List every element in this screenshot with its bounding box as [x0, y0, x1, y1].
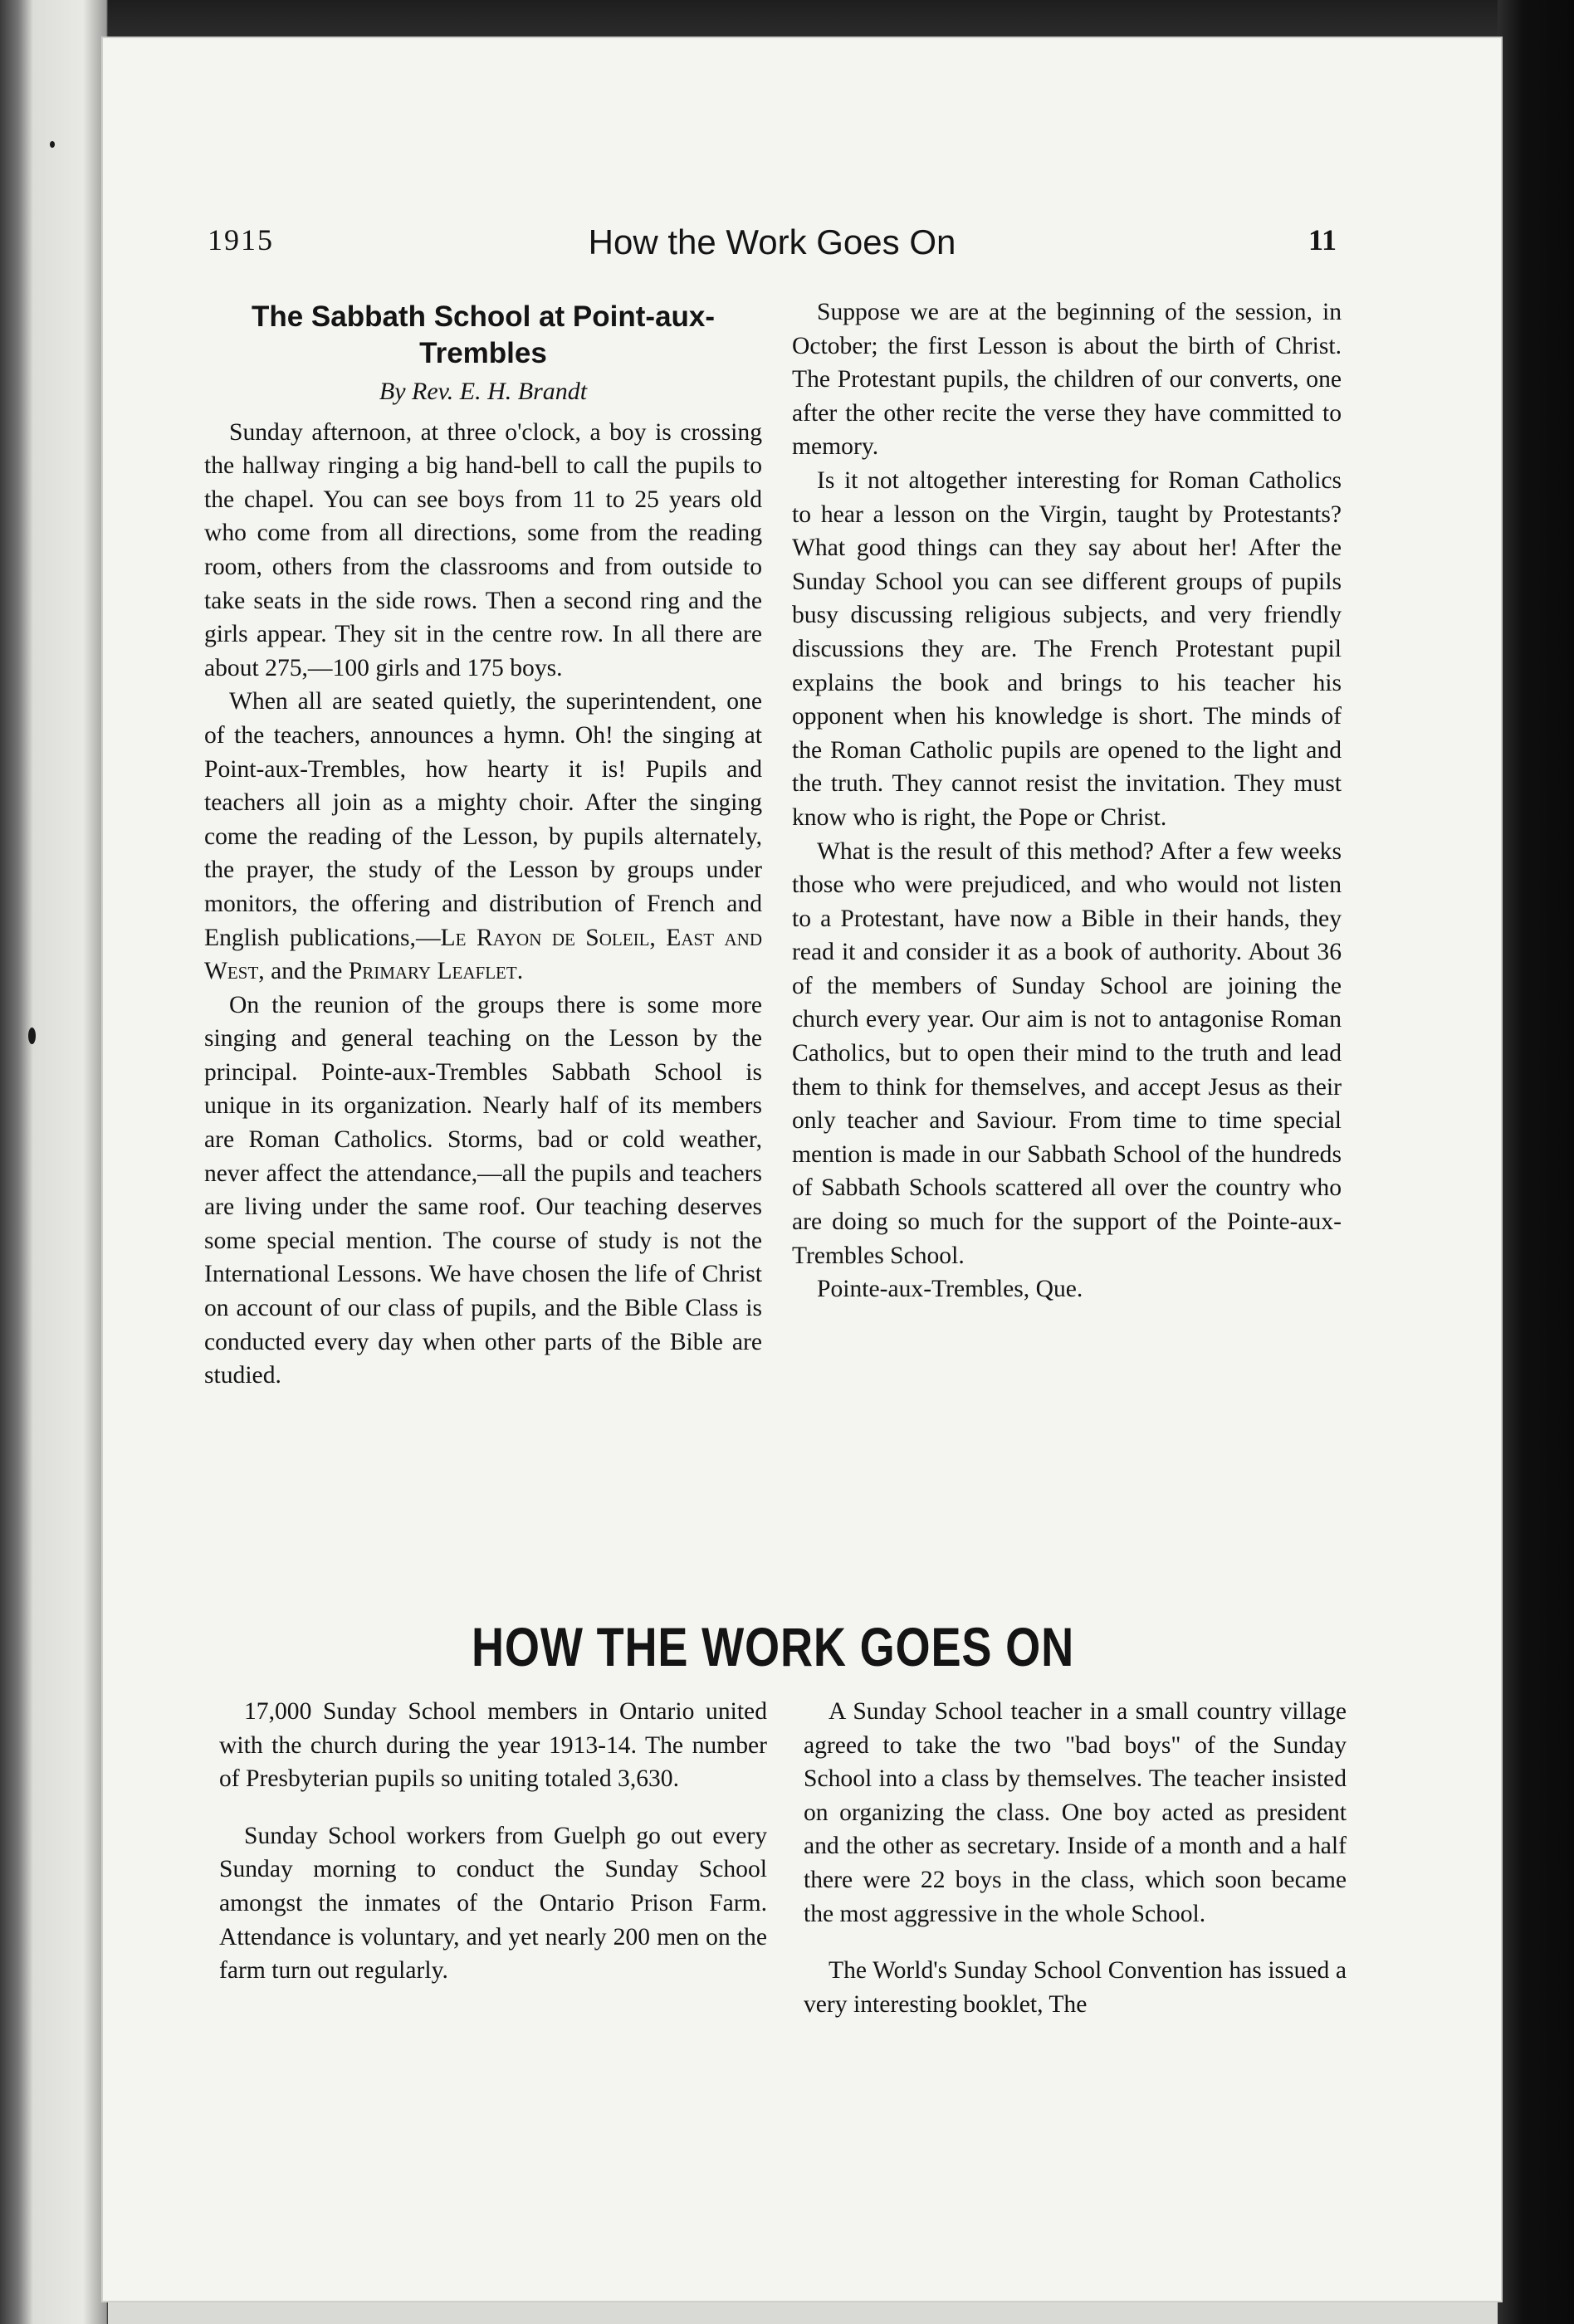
header-year: 1915: [208, 223, 274, 256]
news-column-right: [804, 1695, 1347, 2021]
news-item: Sunday School workers from Guelph go out every Sunday morning to conduct the Sunday School amongst the inmates of the Ontario Prison Farm. Attendance is voluntary, and yet nearly 200 men on the farm turn out regularly.: [219, 1822, 767, 1985]
news-column-left: [219, 1695, 767, 1988]
running-header: [208, 222, 1337, 272]
publication-title: East and West: [204, 924, 763, 985]
news-item: A Sunday School teacher in a small country village agreed to take the two "bad boys" of the Sunday School into a class by themselves. The teacher insisted on organizing the class. One boy acted as president and the other as secretary. Inside of a month and a half there were 22 boys in the class, which soon became the most aggressive in the whole School.: [804, 1698, 1347, 1927]
publication-title: Le Rayon de Soleil: [440, 924, 650, 951]
article-paragraph: On the reunion of the groups there is some more singing and general teaching on the Lesson by the principal. Pointe-aux-Trembles Sabbath School is unique in its organization. Nearly half of its members are Roman Catholics. Storms, bad or cold weather, never affect the attendance,—all the pupils and teachers are living under the same roof. Our teaching deserves some special mention. The course of study is not the International Lessons. We have chosen the life of Christ on account of our class of pupils, and the Bible Class is conducted every day when other parts of the Bible are studied.: [204, 991, 762, 1389]
article-paragraph: When all are seated quietly, the superintendent, one of the teachers, announces a hymn. Oh! the singing at Point-aux-Trembles, how hearty it is! Pupils and teachers all join as a mighty choir. After the singing come the reading of the Lesson, by pupils alternately, the prayer, the study of the Lesson by groups under monitors, the offering and distribution of French and English publications,—Le Rayon de Soleil, East and West, and the Primary Leaflet.: [204, 688, 763, 985]
ink-spot: [50, 141, 55, 148]
scan-right-edge: [1498, 0, 1574, 2324]
article-title: The Sabbath School at Point-aux-Trembles: [251, 300, 716, 369]
article-byline: By Rev. E. H. Brandt: [379, 378, 588, 405]
paragraph-text: .: [516, 958, 524, 985]
paragraph-text: When all are seated quietly, the superintendent, one of the teachers, announces a hymn. Oh! the singing at Point-aux-Trembles, how hearty it is! Pupils and teachers all join as a mighty choir. After the singing come the reading of the Lesson, by pupils alternately, the prayer, the study of the Lesson by groups under monitors, the offering and distribution of French and English publications,—: [204, 688, 762, 951]
scan-left-edge: [0, 0, 108, 2324]
ink-spot: [28, 1028, 36, 1044]
article-dateline: Pointe-aux-Trembles, Que.: [817, 1276, 1083, 1303]
article-paragraph: What is the result of this method? After a few weeks those who were prejudiced, and who would not listen to a Protestant, have now a Bible in their hands, they read it and consider it as a book of authority. About 36 of the members of Sunday School are joining the church every year. Our aim is not to antagonise Roman Catholics, but to open their mind to the truth and lead them to think for themselves, and accept Jesus as their only teacher and Saviour. From time to time special mention is made in our Sabbath School of the hundreds of Sabbath Schools scattered all over the country who are doing so much for the support of the Pointe-aux-Trembles School.: [792, 837, 1342, 1269]
article-paragraph: Suppose we are at the beginning of the session, in October; the first Lesson is about the birth of Christ. The Protestant pupils, the children of our converts, one after the other recite the verse they have committed to memory.: [792, 299, 1342, 461]
item-spacer: [804, 1931, 1347, 1954]
news-item: 17,000 Sunday School members in Ontario united with the church during the year 1913-14. The number of Presbyterian pupils so uniting totaled 3,630.: [219, 1698, 767, 1793]
article-column-left: [204, 299, 762, 1393]
article-column-right: [792, 295, 1342, 1306]
news-item: The World's Sunday School Convention has issued a very interesting booklet, The: [804, 1957, 1347, 2018]
article-paragraph: Sunday afternoon, at three o'clock, a boy is crossing the hallway ringing a big hand-bell to call the pupils to the chapel. You can see boys from 11 to 25 years old who come from all directions, some from the reading room, others from the classrooms and from outside to take seats in the side rows. Then a second ring and the girls appear. They sit in the centre row. In all there are about 275,—100 girls and 175 boys.: [204, 418, 762, 681]
section-heading: HOW THE WORK GOES ON: [472, 1616, 1074, 1677]
paragraph-text: , and the: [258, 958, 349, 985]
running-title: How the Work Goes On: [588, 222, 956, 261]
page-number: 11: [1308, 223, 1337, 256]
item-spacer: [219, 1796, 767, 1819]
publication-title: Primary Leaflet: [348, 958, 517, 985]
article-paragraph: Is it not altogether interesting for Roman Catholics to hear a lesson on the Virgin, taught by Protestants? What good things can they say about her! After the Sunday School you can see different groups of pupils busy discussing religious subjects, and very friendly discussions they are. The French Protestant pupil explains the book and brings to his teacher his opponent when his knowledge is short. The minds of the Roman Catholic pupils are opened to the light and the truth. They cannot resist the invitation. They must know who is right, the Pope or Christ.: [792, 466, 1342, 831]
